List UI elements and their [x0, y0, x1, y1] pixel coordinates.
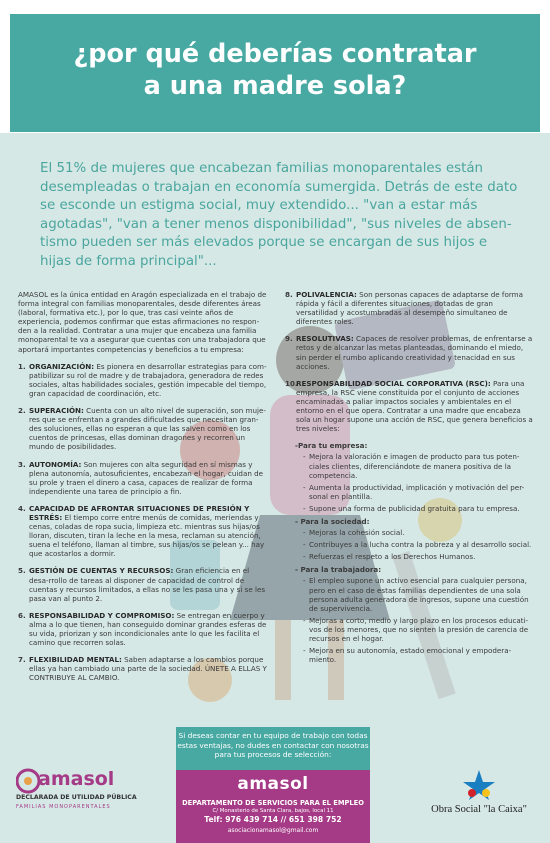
- rsc-level: [295, 517, 535, 561]
- item-text: [29, 362, 270, 398]
- item-text: [29, 566, 270, 602]
- item-description: Para una empresa, la RSC viene constituida por el conjunto de acciones encaminadas a paliar impactos sociales y ambientales en el entorno en el que opera. Contratar a una madre que encabeza sola un hogar supone una acción de RSC, que genera beneficios a tres niveles:: [296, 378, 533, 434]
- list-item: [18, 406, 270, 451]
- list-item: [18, 566, 270, 602]
- item-description: Son mujeres con alta seguridad en sí mismas y plena autonomía, autosuficientes, encabezan el hogar, cuidan de su prole y traen el dinero a casa, capaces de realizar de forma independiente una tarea de principio a fin.: [29, 459, 264, 496]
- contact-message: Si deseas contar en tu equipo de trabajo con todas estas ventajas, no dudes en contactar con nosotras para tus procesos de selección:: [176, 727, 370, 770]
- amasol-mark-icon: [16, 768, 40, 794]
- list-item: [285, 290, 535, 326]
- rsc-point: - El empleo supone un activo esencial para cualquier persona, pero en el caso de estas familias dependientes de una sola persona adulta generadora de ingresos, supone una cuestión de supervivencia.: [303, 576, 535, 612]
- item-number: 9.: [285, 334, 293, 344]
- item-description: Se entregan en cuerpo y alma a lo que tienen, han conseguido dominar grandes esferas de su vida, priorizan y son incondicionales ante lo que les facilita el camino que recorren solas.: [29, 610, 267, 648]
- rsc-level-points: [303, 452, 535, 513]
- item-text: [29, 504, 270, 559]
- header: [0, 0, 550, 133]
- rsc-level: [295, 565, 535, 664]
- item-description: Saben adaptarse a los cambios porque ellas ya han cambiado una parte de la sociedad. ÚNETE A ELLAS Y CONTRIBUYE AL CAMBIO.: [29, 655, 267, 683]
- rsc-levels: [285, 441, 535, 664]
- item-number: 7.: [18, 655, 26, 665]
- title-line-1: ¿por qué deberías contratar: [73, 39, 477, 69]
- item-title: FLEXIBILIDAD MENTAL:: [29, 655, 122, 665]
- item-text: [29, 406, 270, 451]
- item-number: 8.: [285, 290, 293, 299]
- contact-details: [176, 770, 370, 843]
- item-text: [29, 655, 270, 682]
- item-title: RESPONSABILIDAD Y COMPROMISO:: [29, 610, 175, 620]
- item-description: Capaces de resolver problemas, de enfrentarse a retos y de alcanzar las metas planteadas, dominando el miedo, sin perder el rumbo aplicando creatividad y tenacidad en sus acciones.: [296, 334, 533, 371]
- rsc-point: - Refuerzas el respeto a los Derechos Humanos.: [303, 552, 535, 561]
- item-title: RESPONSABILIDAD SOCIAL CORPORATIVA (RSC):: [296, 378, 491, 388]
- item-title: AUTONOMÍA:: [29, 459, 82, 469]
- rsc-point: - Supone una forma de publicidad gratuita para tu empresa.: [303, 504, 535, 513]
- rsc-level: [295, 441, 535, 513]
- item-description: Gran eficiencia en el desa-rrollo de tareas al disponer de capacidad de control de cuentas y recursos limitados, a ellas no se les pasa una y si se les pasa van al punto 2.: [29, 566, 266, 603]
- item-description: Es pionera en desarrollar estrategias para com-patibilizar su rol de madre y de trabajadora, generadora de redes sociales, altas habilidades sociales, gestión impecable del tiempo, gran capacidad de coordinación, etc.: [29, 361, 267, 398]
- amasol-logo-tagline: FAMILIAS MONOPARENTALES: [16, 804, 111, 810]
- right-column: [285, 290, 535, 668]
- rsc-level-heading: - Para la trabajadora:: [295, 565, 382, 575]
- item-text: [296, 379, 535, 434]
- amasol-logo-name: amasol: [38, 768, 115, 790]
- list-item: [285, 334, 535, 370]
- left-column: [18, 290, 270, 690]
- title-line-2: a una madre sola?: [143, 71, 407, 101]
- lead-paragraph: AMASOL es la única entidad en Aragón especializada en el trabajo de forma integral con familias monoparentales, desde diferentes áreas (laboral, formativa etc.), por lo que, tras casi veinte años de experiencia, podemos confirmar que estas afirmaciones no respon-den a la realidad. Contratar a una mujer que encabeza una familia monoparental te va a asegurar que cuentas con una trabajadora que aportará importantes competencias y beneficios a tu empresa:: [18, 290, 267, 354]
- right-items: [285, 290, 535, 433]
- item-number: 3.: [18, 459, 26, 469]
- amasol-logo-subtitle: DECLARADA DE UTILIDAD PÚBLICA: [16, 794, 137, 801]
- contact-address: C/ Monasterio de Santa Clara, bajos, local 11: [212, 808, 334, 814]
- rsc-level-points: [303, 576, 535, 664]
- item-text: [296, 334, 535, 370]
- contact-email: asociacionamasol@gmail.com: [227, 827, 319, 834]
- item-title: GESTIÓN DE CUENTAS Y RECURSOS:: [29, 566, 174, 576]
- list-item: [18, 362, 270, 398]
- list-item: [18, 611, 270, 647]
- list-item: [285, 379, 535, 434]
- list-item: [18, 504, 270, 559]
- intro-paragraph: El 51% de mujeres que encabezan familias monoparentales están desempleadas o trabajan en economía sumergida. Detrás de este dato se esconde un estigma social, muy extendido... "van a estar más agotadas", "van a tener menos disponibilidad", "sus niveles de absen-tismo pueden ser más elevados porque se encargan de sus hijos e hijas de forma principal"...: [40, 161, 518, 269]
- rsc-point: - Contribuyes a la lucha contra la pobreza y al desarrollo social.: [303, 540, 535, 549]
- contact-department: DEPARTAMENTO DE SERVICIOS PARA EL EMPLEO: [182, 799, 364, 807]
- left-items: [18, 362, 270, 683]
- item-description: Son personas capaces de adaptarse de forma rápida y fácil a diferentes situaciones, dotadas de gran versatilidad y acostumbradas al desempeño simultaneo de diferentes roles.: [296, 290, 523, 327]
- item-description: Cuenta con un alto nivel de superación, son muje-res que se enfrentan a grandes dificultades que necesitan gran-des soluciones, ellas no esperan a que las salven como en los cuentos de princesas, ellas dominan dragones y recorren un mundo de posibilidades.: [29, 406, 266, 452]
- item-text: [296, 290, 535, 326]
- amasol-logo: [16, 762, 158, 832]
- item-number: 6.: [18, 610, 26, 620]
- item-title: SUPERACIÓN:: [29, 406, 84, 416]
- rsc-point: - Aumenta la productividad, implicación y motivación del per-sonal en plantilla.: [303, 483, 535, 501]
- contact-brand: amasol: [237, 774, 309, 794]
- list-item: [18, 460, 270, 496]
- item-text: [29, 611, 270, 647]
- rsc-point: - Mejoras a corto, medio y largo plazo en los procesos educati-vos de los menores, que no sienten la presión de carencia de recursos en el hogar.: [303, 616, 535, 643]
- rsc-point: - Mejora en su autonomía, estado emocional y empodera-miento.: [303, 646, 535, 664]
- item-number: 2.: [18, 406, 26, 416]
- item-number: 10.: [285, 378, 298, 388]
- item-title: CAPACIDAD DE AFRONTAR SITUACIONES DE PRESIÓN Y ESTRÉS:: [29, 503, 250, 522]
- star-icon: [459, 768, 499, 802]
- rsc-level-points: [303, 528, 535, 561]
- item-text: [29, 460, 270, 496]
- rsc-point: - Mejoras la cohesión social.: [303, 528, 535, 537]
- list-item: [18, 655, 270, 682]
- rsc-level-heading: - Para la sociedad:: [295, 516, 370, 526]
- contact-phone: Telf: 976 439 714 // 651 398 752: [204, 815, 342, 824]
- la-caixa-name: Obra Social "la Caixa": [431, 804, 527, 815]
- contact-box: [176, 727, 370, 843]
- item-number: 1.: [18, 361, 26, 371]
- page-title: [36, 38, 514, 102]
- rsc-level-heading: -Para tu empresa:: [295, 441, 368, 451]
- rsc-point: - Mejora la valoración e imagen de producto para tus poten-ciales clientes, diferenciándote de manera positiva de la competencia.: [303, 452, 535, 479]
- item-title: RESOLUTIVAS:: [296, 334, 354, 344]
- item-title: ORGANIZACIÓN:: [29, 361, 95, 371]
- la-caixa-logo: [420, 768, 538, 828]
- item-title: POLIVALENCIA:: [296, 290, 357, 299]
- item-number: 4.: [18, 503, 26, 513]
- item-description: El tiempo corre entre menús de comidas, meriendas y cenas, coladas de ropa sucia, limpieza etc. mientras sus hijas/os lloran, discuten, tiran la leche en la mesa, reclaman su atención, suena el teléfono, llaman al timbre, sus hijas/os se pelean y... hay que acostarlos a dormir.: [29, 512, 265, 559]
- item-number: 5.: [18, 566, 26, 576]
